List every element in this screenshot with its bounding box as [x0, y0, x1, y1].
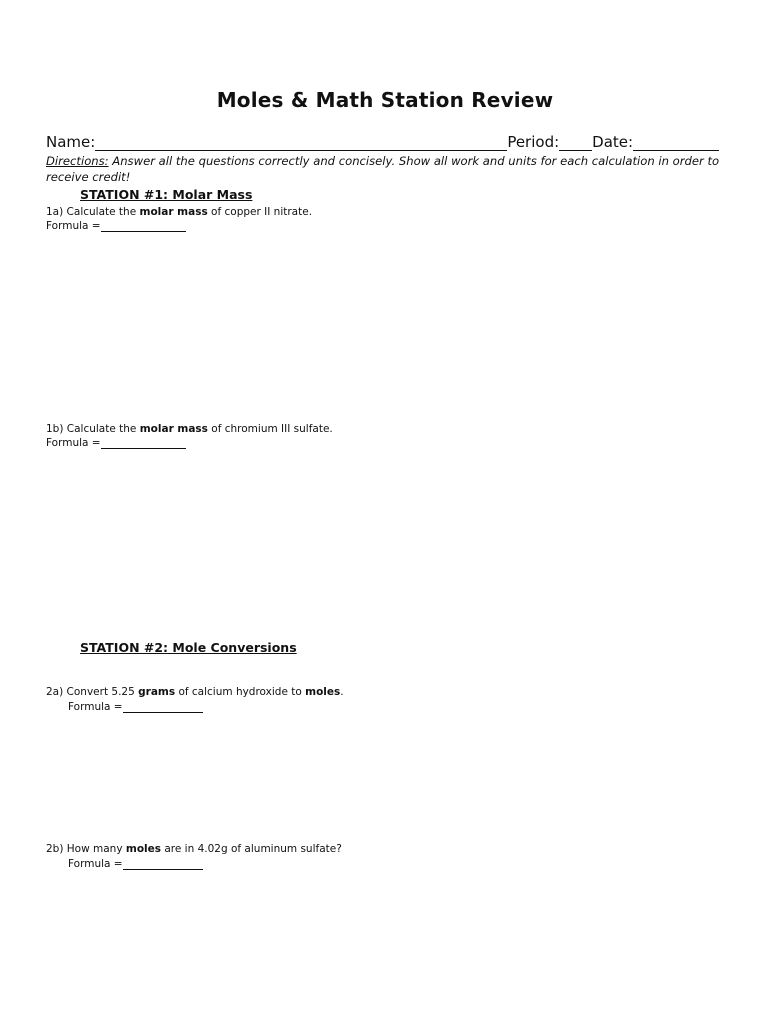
- formula-2a-blank[interactable]: [123, 702, 203, 713]
- question-2a-bold-moles: moles: [305, 686, 341, 698]
- question-1a: [46, 205, 312, 219]
- formula-1a: [46, 220, 186, 232]
- name-label: Name:: [46, 133, 96, 151]
- question-1b-pre: 1b) Calculate the: [46, 423, 140, 435]
- question-2a: [46, 685, 344, 699]
- question-1a-post: of copper II nitrate.: [207, 206, 313, 218]
- question-1a-bold: molar mass: [139, 206, 208, 218]
- question-1b-post: of chromium III sulfate.: [207, 423, 333, 435]
- date-blank[interactable]: [633, 136, 719, 151]
- directions-text: Answer all the questions correctly and concisely. Show all work and units for each calculation in order to receive credit!: [46, 154, 720, 184]
- question-1a-pre: 1a) Calculate the: [46, 206, 140, 218]
- formula-1b-blank[interactable]: [101, 438, 186, 449]
- formula-2b-blank[interactable]: [123, 859, 203, 870]
- formula-1a-blank[interactable]: [101, 221, 186, 232]
- question-2b-bold: moles: [125, 843, 162, 855]
- directions-label: Directions:: [46, 154, 109, 168]
- page-title: Moles & Math Station Review: [216, 88, 554, 112]
- formula-1b-label: Formula =: [46, 437, 101, 449]
- question-2a-post: .: [340, 686, 344, 698]
- formula-1a-label: Formula =: [46, 220, 101, 232]
- student-info-line: [46, 133, 722, 151]
- question-2b: [46, 842, 342, 856]
- question-2a-bold-grams: grams: [138, 686, 176, 698]
- question-2b-post: are in 4.02g of aluminum sulfate?: [161, 843, 342, 855]
- period-blank[interactable]: [559, 136, 592, 151]
- station-2-heading: STATION #2: Mole Conversions: [80, 640, 297, 655]
- question-1b: [46, 422, 333, 436]
- question-1b-bold: molar mass: [139, 423, 208, 435]
- question-2a-pre: 2a) Convert 5.25: [46, 686, 139, 698]
- question-2b-pre: 2b) How many: [46, 843, 126, 855]
- formula-2b-label: Formula =: [68, 858, 123, 870]
- question-2a-mid: of calcium hydroxide to: [175, 686, 306, 698]
- formula-2b: [68, 858, 203, 870]
- date-label: Date:: [592, 133, 634, 151]
- directions: [46, 153, 722, 185]
- period-label: Period:: [507, 133, 560, 151]
- name-blank[interactable]: [95, 136, 507, 151]
- formula-2a-label: Formula =: [68, 701, 123, 713]
- formula-2a: [68, 701, 203, 713]
- formula-1b: [46, 437, 186, 449]
- station-1-heading: STATION #1: Molar Mass: [80, 187, 253, 202]
